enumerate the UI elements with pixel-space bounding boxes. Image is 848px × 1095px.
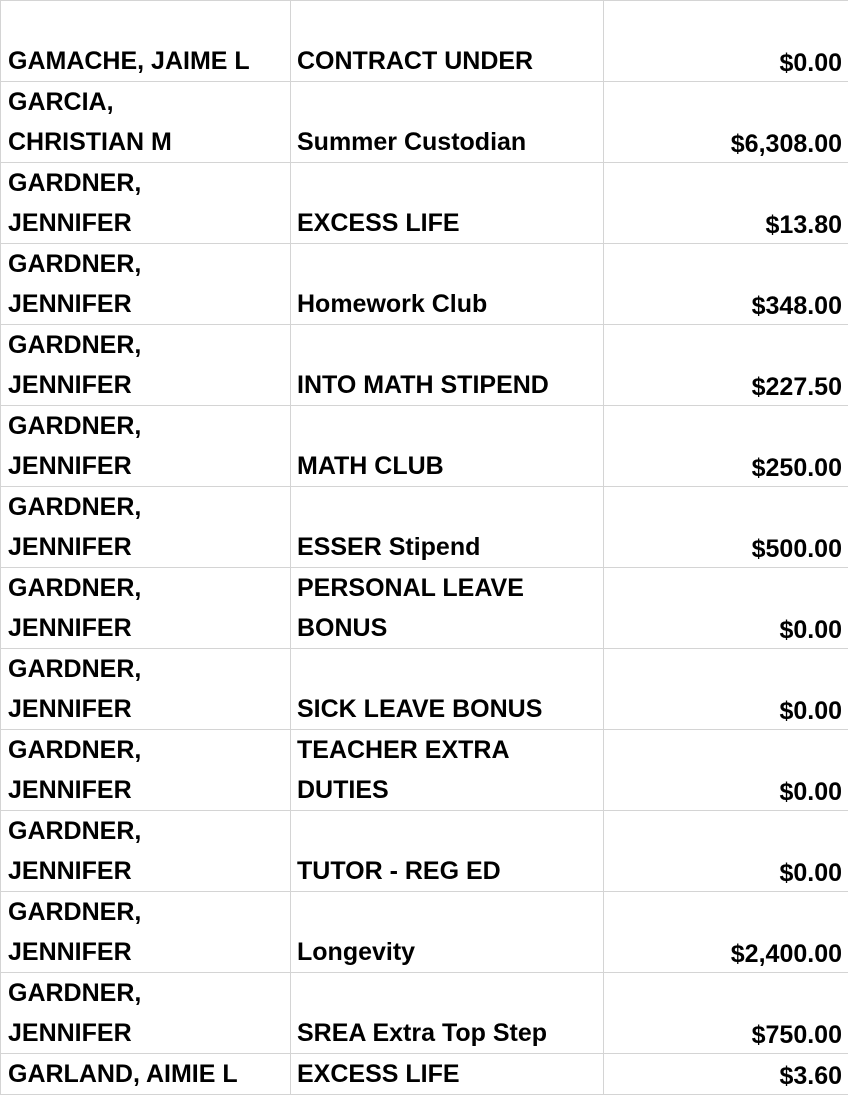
- pay-description-line: Longevity: [297, 932, 603, 972]
- pay-description-line: [297, 1, 603, 41]
- employee-name-line: GARDNER,: [8, 244, 290, 284]
- amount-value: $500.00: [604, 529, 842, 568]
- pay-description-line: Summer Custodian: [297, 122, 603, 162]
- employee-name-cell: [1, 406, 291, 487]
- amount-cell: [604, 487, 848, 568]
- employee-name-cell: [1, 82, 291, 163]
- pay-description-cell: [291, 82, 604, 163]
- employee-name-line: GARDNER,: [8, 649, 290, 689]
- table-row: [1, 568, 848, 649]
- employee-name-line: GARDNER,: [8, 730, 290, 770]
- employee-name-line: [8, 1, 290, 41]
- pay-description-line: MATH CLUB: [297, 446, 603, 486]
- pay-description-line: ESSER Stipend: [297, 527, 603, 567]
- amount-value: $0.00: [604, 772, 842, 811]
- pay-description-cell: [291, 649, 604, 730]
- pay-description-line: INTO MATH STIPEND: [297, 365, 603, 405]
- table-row: [1, 82, 848, 163]
- employee-name-line: GARDNER,: [8, 163, 290, 203]
- table-row: [1, 811, 848, 892]
- employee-name-line: JENNIFER: [8, 1013, 290, 1053]
- employee-name-line: GARDNER,: [8, 487, 290, 527]
- pay-description-line: DUTIES: [297, 770, 603, 810]
- pay-description-line: [297, 487, 603, 527]
- employee-name-cell: [1, 1054, 291, 1095]
- pay-description-line: [297, 325, 603, 365]
- pay-description-cell: [291, 1054, 604, 1095]
- table-row: [1, 730, 848, 811]
- employee-name-line: JENNIFER: [8, 608, 290, 648]
- pay-description-line: [297, 163, 603, 203]
- pay-description-line: [297, 811, 603, 851]
- pay-description-line: Homework Club: [297, 284, 603, 324]
- pay-description-line: SREA Extra Top Step: [297, 1013, 603, 1053]
- employee-name-line: JENNIFER: [8, 689, 290, 729]
- employee-name-cell: [1, 325, 291, 406]
- pay-description-cell: [291, 163, 604, 244]
- employee-name-line: JENNIFER: [8, 284, 290, 324]
- employee-name-cell: [1, 892, 291, 973]
- employee-name-cell: [1, 487, 291, 568]
- table-row: [1, 325, 848, 406]
- amount-cell: [604, 730, 848, 811]
- pay-description-cell: [291, 244, 604, 325]
- employee-name-cell: [1, 568, 291, 649]
- table-row: [1, 487, 848, 568]
- amount-cell: [604, 568, 848, 649]
- pay-description-cell: [291, 730, 604, 811]
- employee-name-line: JENNIFER: [8, 527, 290, 567]
- employee-name-line: JENNIFER: [8, 446, 290, 486]
- amount-cell: [604, 163, 848, 244]
- amount-value: $348.00: [604, 286, 842, 325]
- employee-name-line: GARDNER,: [8, 406, 290, 446]
- amount-value: $227.50: [604, 367, 842, 406]
- amount-value: $13.80: [604, 205, 842, 244]
- pay-description-line: [297, 649, 603, 689]
- employee-name-line: GARDNER,: [8, 568, 290, 608]
- employee-name-line: GAMACHE, JAIME L: [8, 41, 290, 81]
- employee-name-line: GARDNER,: [8, 892, 290, 932]
- pay-description-line: [297, 892, 603, 932]
- pay-description-line: EXCESS LIFE: [297, 203, 603, 243]
- pay-description-cell: [291, 973, 604, 1054]
- pay-description-cell: [291, 892, 604, 973]
- employee-name-cell: [1, 244, 291, 325]
- amount-value: $3.60: [604, 1056, 842, 1095]
- amount-cell: [604, 1, 848, 82]
- table-row: [1, 1054, 848, 1095]
- employee-name-line: CHRISTIAN M: [8, 122, 290, 162]
- amount-value: $6,308.00: [604, 124, 842, 163]
- table-row: [1, 973, 848, 1054]
- employee-name-cell: [1, 649, 291, 730]
- table-row: [1, 244, 848, 325]
- pay-description-cell: [291, 325, 604, 406]
- pay-description-line: TEACHER EXTRA: [297, 730, 603, 770]
- amount-value: $2,400.00: [604, 934, 842, 973]
- amount-cell: [604, 811, 848, 892]
- employee-name-line: JENNIFER: [8, 203, 290, 243]
- pay-description-line: [297, 406, 603, 446]
- amount-cell: [604, 325, 848, 406]
- amount-value: $750.00: [604, 1015, 842, 1054]
- pay-description-cell: [291, 568, 604, 649]
- amount-value: $0.00: [604, 853, 842, 892]
- pay-description-cell: [291, 487, 604, 568]
- amount-value: $0.00: [604, 691, 842, 730]
- employee-name-line: JENNIFER: [8, 932, 290, 972]
- employee-name-cell: [1, 973, 291, 1054]
- employee-name-line: JENNIFER: [8, 851, 290, 891]
- pay-description-line: PERSONAL LEAVE: [297, 568, 603, 608]
- pay-description-line: EXCESS LIFE: [297, 1054, 603, 1094]
- employee-name-cell: [1, 163, 291, 244]
- amount-cell: [604, 649, 848, 730]
- table-row: [1, 163, 848, 244]
- pay-description-cell: [291, 811, 604, 892]
- employee-name-line: GARCIA,: [8, 82, 290, 122]
- amount-cell: [604, 892, 848, 973]
- pay-description-line: CONTRACT UNDER: [297, 41, 603, 81]
- table-row: [1, 892, 848, 973]
- pay-description-line: [297, 82, 603, 122]
- amount-value: $250.00: [604, 448, 842, 487]
- employee-name-line: GARDNER,: [8, 325, 290, 365]
- employee-name-line: JENNIFER: [8, 365, 290, 405]
- pay-description-line: TUTOR - REG ED: [297, 851, 603, 891]
- pay-description-cell: [291, 406, 604, 487]
- employee-name-cell: [1, 730, 291, 811]
- pay-description-line: BONUS: [297, 608, 603, 648]
- amount-value: $0.00: [604, 43, 842, 82]
- amount-cell: [604, 973, 848, 1054]
- pay-description-cell: [291, 1, 604, 82]
- amount-cell: [604, 244, 848, 325]
- employee-name-cell: [1, 811, 291, 892]
- employee-name-line: GARLAND, AIMIE L: [8, 1054, 290, 1094]
- table-row: [1, 406, 848, 487]
- employee-name-cell: [1, 1, 291, 82]
- employee-name-line: JENNIFER: [8, 770, 290, 810]
- amount-cell: [604, 1054, 848, 1095]
- table-row: [1, 1, 848, 82]
- employee-name-line: GARDNER,: [8, 811, 290, 851]
- employee-name-line: GARDNER,: [8, 973, 290, 1013]
- table-row: [1, 649, 848, 730]
- pay-description-line: SICK LEAVE BONUS: [297, 689, 603, 729]
- pay-description-line: [297, 244, 603, 284]
- amount-cell: [604, 406, 848, 487]
- amount-cell: [604, 82, 848, 163]
- amount-value: $0.00: [604, 610, 842, 649]
- pay-description-line: [297, 973, 603, 1013]
